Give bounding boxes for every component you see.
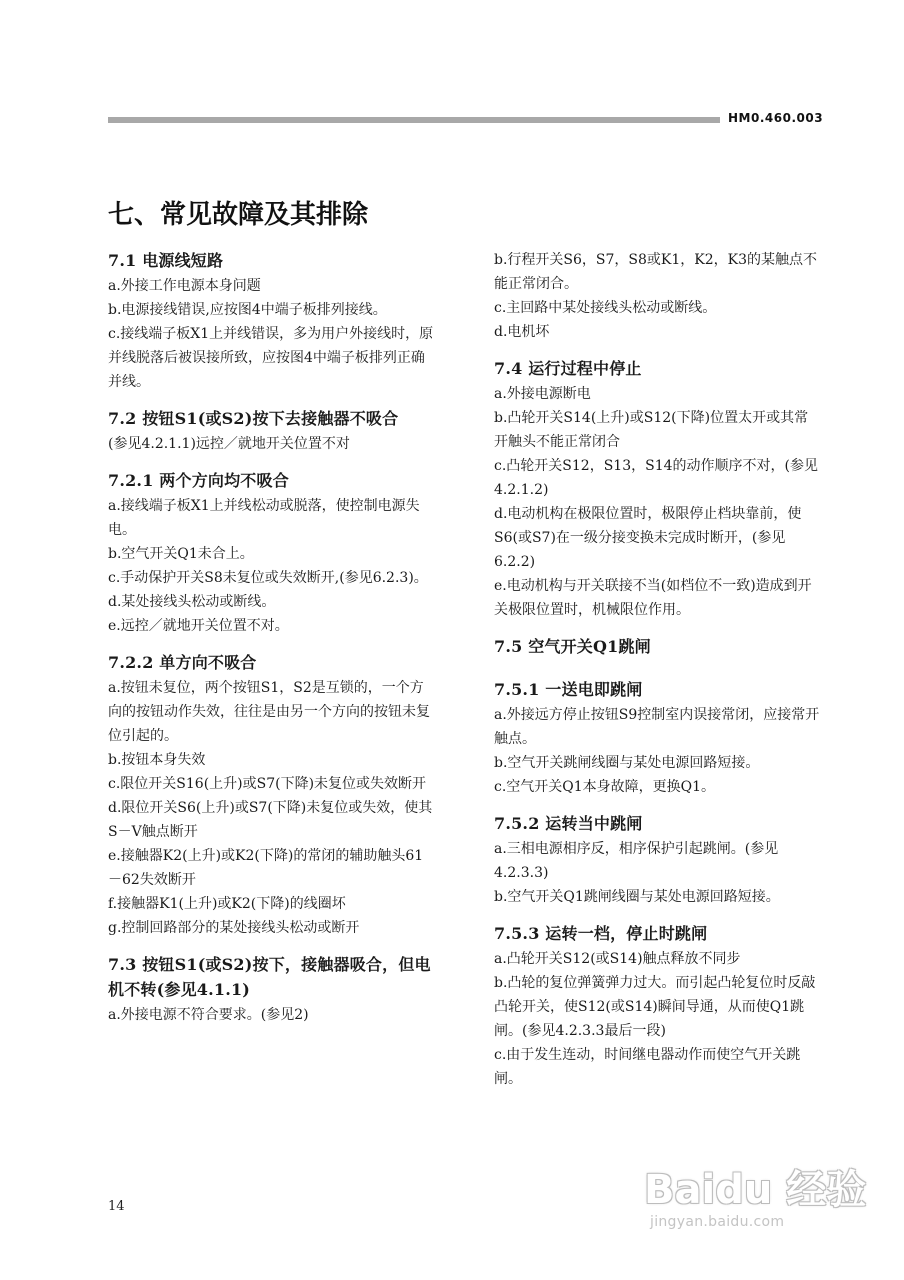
section	[494, 634, 820, 659]
page-number: 14	[108, 1199, 125, 1214]
section-line: b.空气开关跳闸线圈与某处电源回路短接。	[494, 755, 760, 771]
section-line: c.手动保护开关S8未复位或失效断开,(参见6.2.3)。	[108, 570, 428, 586]
section-line: d.电机坏	[494, 324, 550, 340]
section	[108, 650, 434, 940]
section-heading: 7.1 电源线短路	[108, 251, 224, 270]
section-line: e.电动机构与开关联接不当(如档位不一致)造成到开关极限位置时，机械限位作用。	[494, 578, 812, 618]
right-column	[494, 248, 820, 1103]
section-line: d.电动机构在极限位置时，极限停止档块靠前，使S6(或S7)在一级分接变换未完成时断开，(参见6.2.2)	[494, 506, 802, 570]
section-heading: 7.2.2 单方向不吸合	[108, 653, 257, 672]
section-line: a.外接工作电源本身问题	[108, 278, 261, 294]
section-line: c.限位开关S16(上升)或S7(下降)未复位或失效断开	[108, 776, 427, 792]
section-line: a.外接电源不符合要求。(参见2)	[108, 1007, 309, 1023]
section	[494, 811, 820, 909]
section	[494, 356, 820, 622]
section-line: b.电源接线错误,应按图4中端子板排列接线。	[108, 302, 387, 318]
section	[494, 921, 820, 1091]
section-heading: 7.3 按钮S1(或S2)按下，接触器吸合，但电机不转(参见4.1.1)	[108, 955, 431, 999]
section-line: g.控制回路部分的某处接线头松动或断开	[108, 920, 360, 936]
watermark	[636, 1158, 876, 1258]
section-heading: 7.4 运行过程中停止	[494, 359, 642, 378]
section	[108, 468, 434, 638]
section-heading: 7.5.2 运转当中跳闸	[494, 814, 643, 833]
watermark-logo: Baidu 经验	[644, 1167, 867, 1213]
section-line: (参见4.2.1.1)远控／就地开关位置不对	[108, 436, 350, 452]
section-line: d.限位开关S6(上升)或S7(下降)未复位或失效，使其S－V触点断开	[108, 800, 433, 840]
section	[108, 248, 434, 394]
section-line: b.空气开关Q1未合上。	[108, 546, 254, 562]
section-heading: 7.2 按钮S1(或S2)按下去接触器不吸合	[108, 409, 399, 428]
section-line: c.接线端子板X1上并线错误，多为用户外接线时，原并线脱落后被误接所致，应按图4中端子板排列正确并线。	[108, 326, 434, 390]
section-line: a.外接电源断电	[494, 386, 591, 402]
section-line: a.按钮未复位，两个按钮S1，S2是互锁的，一个方向的按钮动作失效，往往是由另一个方向的按钮未复位引起的。	[108, 680, 430, 744]
section-line: b.行程开关S6，S7，S8或K1，K2，K3的某触点不能正常闭合。	[494, 252, 818, 292]
section-line: e.远控／就地开关位置不对。	[108, 618, 289, 634]
chapter-title: 七、常见故障及其排除	[108, 200, 369, 230]
section	[494, 248, 820, 344]
section-line: b.凸轮开关S14(上升)或S12(下降)位置太开或其常开触头不能正常闭合	[494, 410, 809, 450]
left-column	[108, 248, 434, 1039]
section-line: a.三相电源相序反，相序保护引起跳闸。(参见4.2.3.3)	[494, 841, 779, 881]
section-line: a.接线端子板X1上并线松动或脱落，使控制电源失电。	[108, 498, 420, 538]
section-line: d.某处接线头松动或断线。	[108, 594, 276, 610]
section-line: b.空气开关Q1跳闸线圈与某处电源回路短接。	[494, 889, 780, 905]
section-heading: 7.5.3 运转一档，停止时跳闸	[494, 924, 708, 943]
section-line: c.由于发生连动，时间继电器动作而使空气开关跳闸。	[494, 1047, 801, 1087]
header-bar	[108, 117, 720, 123]
section-line: b.按钮本身失效	[108, 752, 206, 768]
watermark-url: jingyan.baidu.com	[650, 1214, 785, 1230]
section-heading: 7.5 空气开关Q1跳闸	[494, 637, 651, 656]
section-line: a.凸轮开关S12(或S14)触点释放不同步	[494, 951, 741, 967]
section-line: f.接触器K1(上升)或K2(下降)的线圈坏	[108, 896, 346, 912]
section	[108, 406, 434, 456]
section-line: e.接触器K2(上升)或K2(下降)的常闭的辅助触头61－62失效断开	[108, 848, 424, 888]
section-heading: 7.2.1 两个方向均不吸合	[108, 471, 289, 490]
section-line: b.凸轮的复位弹簧弹力过大。而引起凸轮复位时反敲凸轮开关，使S12(或S14)瞬间导通，从而使Q1跳闸。(参见4.2.3.3最后一段)	[494, 975, 816, 1039]
section	[108, 952, 434, 1027]
section-line: c.空气开关Q1本身故障，更换Q1。	[494, 779, 716, 795]
section	[494, 677, 820, 799]
document-code: HM0.460.003	[728, 111, 824, 125]
section-line: c.凸轮开关S12，S13，S14的动作顺序不对，(参见4.2.1.2)	[494, 458, 818, 498]
section-line: c.主回路中某处接线头松动或断线。	[494, 300, 717, 316]
section-line: a.外接远方停止按钮S9控制室内误接常闭，应接常开触点。	[494, 707, 820, 747]
section-heading: 7.5.1 一送电即跳闸	[494, 680, 643, 699]
